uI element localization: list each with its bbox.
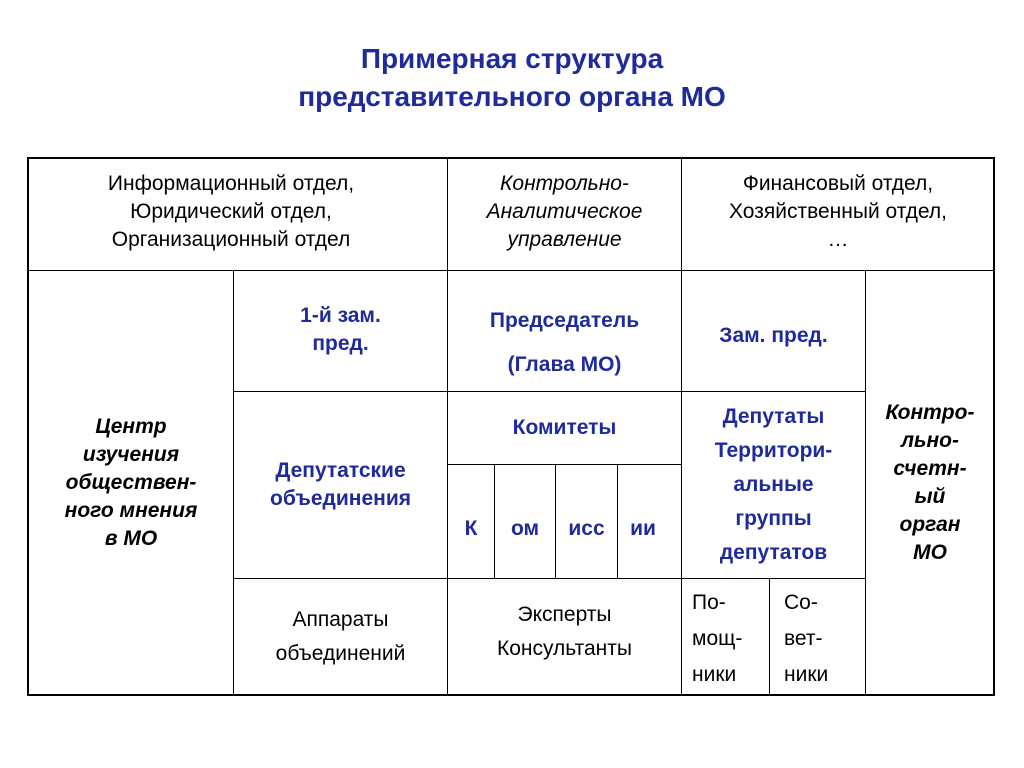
territorial-groups-line: Территори- [714,439,833,462]
audit-body-line: ый [914,485,946,508]
first-deputy-line: 1-й зам. [300,304,381,327]
commission-fragment: ом [510,517,540,540]
assistants-cell [682,585,769,693]
departments-right-cell [682,170,994,254]
committees-label: Комитеты [512,416,617,439]
row-divider [234,578,866,579]
row-divider [447,464,681,465]
departments-left-cell [29,170,433,254]
territorial-groups-line: Депутаты [722,405,825,428]
department-item: Финансовый отдел, [742,172,934,195]
advisers-line: вет- [784,627,823,650]
territorial-groups-line: альные [733,473,814,496]
center-line: обществен- [65,471,197,494]
chairman-line: (Глава МО) [507,353,622,376]
control-analytic-line: управление [507,228,622,251]
territorial-groups-line: группы [735,507,812,530]
assistants-line: По- [692,591,726,614]
assistants-line: мощ- [692,627,743,650]
commission-fragment: ии [630,517,656,540]
deputy-associations-line: объединения [270,487,411,510]
department-item: Организационный отдел [111,228,351,251]
public-opinion-center-cell [29,271,233,695]
territorial-groups-line: депутатов [719,541,828,564]
commission-cell [448,494,494,564]
audit-body-line: орган [899,513,961,536]
control-analytic-line: Контрольно- [500,172,629,195]
deputy-chair-label: Зам. пред. [719,324,828,347]
audit-body-line: льно- [900,429,960,452]
first-deputy-cell [234,302,447,358]
department-item: Хозяйственный отдел, [729,200,947,223]
chairman-line: Председатель [489,309,640,332]
department-item: … [827,228,849,251]
commission-fragment: исс [568,517,605,540]
title-line-2: представительного органа МО [298,81,726,112]
territorial-groups-cell [682,400,865,570]
association-staff-cell [234,603,447,671]
department-item: Юридический отдел, [130,200,332,223]
advisers-line: Со- [784,591,818,614]
advisers-line: ники [784,663,829,686]
control-analytic-line: Аналитическое [486,200,643,223]
association-staff-line: объединений [275,642,406,665]
diagram-title [0,40,1024,116]
control-analytic-cell [448,170,681,254]
audit-body-line: МО [913,541,947,564]
experts-line: Консультанты [497,637,632,660]
chairman-cell [448,299,681,387]
assistants-line: ники [692,663,737,686]
center-line: в МО [104,527,158,550]
center-line: ного мнения [64,499,198,522]
experts-line: Эксперты [517,603,612,626]
commission-fragment: К [464,517,478,540]
department-item: Информационный отдел, [107,172,355,195]
experts-cell [448,598,681,666]
audit-body-cell [866,271,994,695]
audit-body-line: счетн- [893,457,967,480]
first-deputy-line: пред. [312,332,369,355]
commission-cell [495,494,555,564]
title-line-1: Примерная структура [360,43,664,74]
advisers-cell [770,585,865,693]
center-line: изучения [82,443,180,466]
center-line: Центр [95,415,167,438]
association-staff-line: Аппараты [292,608,389,631]
deputy-associations-line: Депутатские [275,459,406,482]
commission-cell [618,494,668,564]
commission-cell [556,494,617,564]
deputy-chair-cell [682,322,865,350]
audit-body-line: Контро- [885,401,975,424]
committees-cell [448,392,681,464]
deputy-associations-cell [234,392,447,578]
